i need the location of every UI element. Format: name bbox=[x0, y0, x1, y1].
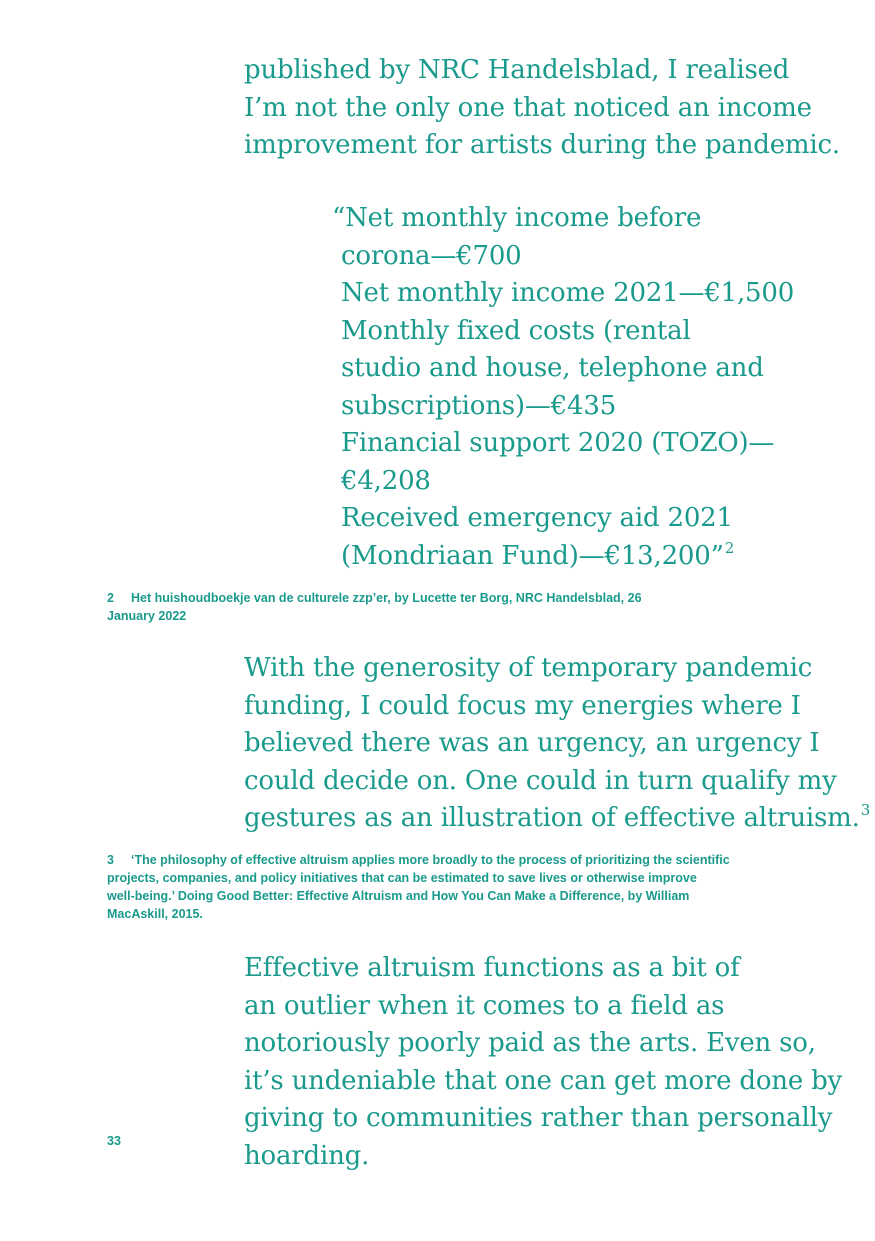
paragraph-2 bbox=[244, 650, 870, 841]
paragraph-line: improvement for artists during the pandemic. bbox=[244, 130, 840, 160]
footnote-number: 3 bbox=[107, 853, 114, 867]
income-quote bbox=[332, 200, 794, 578]
quote-line: studio and house, telephone and bbox=[341, 353, 764, 383]
footnote-text: Het huishoudboekje van de culturele zzp’er, by Lucette ter Borg, NRC Handelsblad, 26 bbox=[131, 591, 642, 605]
footnote-first-line bbox=[107, 589, 642, 607]
page-number: 33 bbox=[107, 1134, 121, 1148]
footnote-3 bbox=[107, 851, 730, 923]
paragraph-last-line bbox=[244, 800, 870, 841]
quote-line: corona—€700 bbox=[341, 240, 522, 271]
paragraph-line: believed there was an urgency, an urgency I bbox=[244, 728, 820, 758]
paragraph-line: giving to communities rather than personally bbox=[244, 1103, 833, 1133]
footnote-first-line bbox=[107, 851, 730, 869]
quote-line: “Net monthly income before bbox=[332, 203, 702, 233]
footnote-2 bbox=[107, 589, 642, 625]
quote-line: Monthly fixed costs (rental bbox=[341, 315, 691, 346]
footnote-number: 2 bbox=[107, 591, 114, 605]
footnote-text: ‘The philosophy of effective altruism applies more broadly to the process of prioritizing the scientific bbox=[131, 853, 730, 867]
footnote-text: MacAskill, 2015. bbox=[107, 907, 203, 921]
footnote-text: projects, companies, and policy initiatives that can be estimated to save lives or otherwise improve bbox=[107, 871, 697, 885]
quote-line: €4,208 bbox=[341, 465, 431, 496]
footnote-ref-3[interactable]: 3 bbox=[860, 801, 871, 819]
paragraph-line: could decide on. One could in turn qualify my bbox=[244, 765, 837, 796]
paragraph-line: funding, I could focus my energies where I bbox=[244, 690, 801, 721]
paragraph-3 bbox=[244, 950, 842, 1175]
paragraph-line: Effective altruism functions as a bit of bbox=[244, 953, 740, 983]
footnote-ref-2[interactable]: 2 bbox=[724, 538, 735, 557]
paragraph-1 bbox=[244, 52, 840, 165]
paragraph-line: published by NRC Handelsblad, I realised bbox=[244, 55, 790, 85]
paragraph-line: hoarding. bbox=[244, 1140, 370, 1171]
paragraph-line: gestures as an illustration of effective altruism. bbox=[244, 803, 860, 833]
quote-line: (Mondriaan Fund)—€13,200” bbox=[341, 540, 724, 571]
quote-line: Received emergency aid 2021 bbox=[341, 503, 733, 533]
footnote-text: January 2022 bbox=[107, 609, 187, 623]
paragraph-line: notoriously poorly paid as the arts. Even so, bbox=[244, 1028, 816, 1058]
paragraph-line: With the generosity of temporary pandemic bbox=[244, 653, 813, 683]
quote-line: subscriptions)—€435 bbox=[341, 390, 617, 421]
paragraph-line: it’s undeniable that one can get more done by bbox=[244, 1065, 843, 1096]
quote-line: Financial support 2020 (TOZO)— bbox=[341, 428, 775, 458]
footnote-text: well-being.’ Doing Good Better: Effective Altruism and How You Can Make a Difference, by William bbox=[107, 889, 690, 903]
quote-last-line bbox=[332, 538, 794, 579]
paragraph-line: I’m not the only one that noticed an income bbox=[244, 92, 812, 123]
quote-line: Net monthly income 2021—€1,500 bbox=[341, 278, 795, 308]
paragraph-line: an outlier when it comes to a field as bbox=[244, 990, 725, 1021]
